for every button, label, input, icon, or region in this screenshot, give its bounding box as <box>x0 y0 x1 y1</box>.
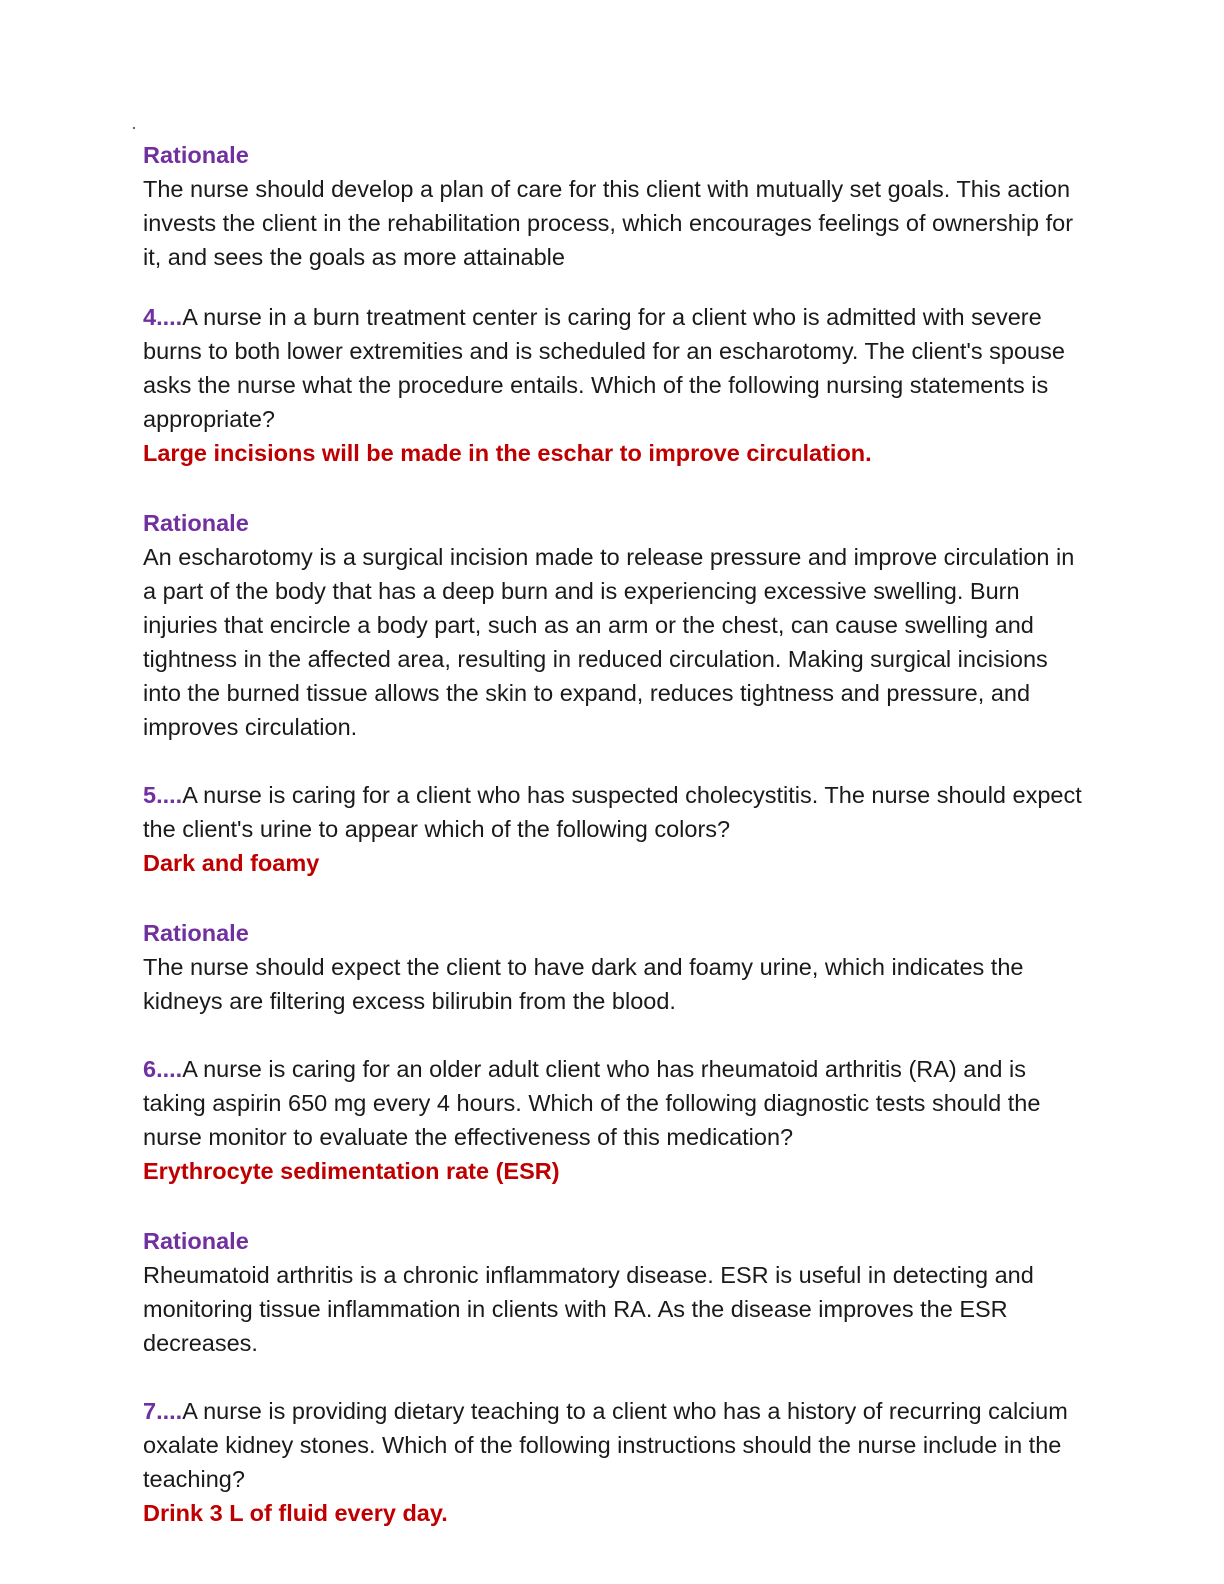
question-stem: A nurse is caring for a client who has suspected cholecystitis. The nurse should expect the client's urine to appear which of the following colors? <box>143 782 1082 842</box>
question-number: 6.... <box>143 1056 183 1082</box>
rationale-block-3 <box>143 138 1083 274</box>
question-text <box>143 1052 1083 1154</box>
rationale-label: Rationale <box>143 1228 249 1254</box>
answer-text: Erythrocyte sedimentation rate (ESR) <box>143 1158 560 1184</box>
question-text <box>143 300 1083 436</box>
rationale-label: Rationale <box>143 920 249 946</box>
question-5 <box>143 778 1083 1018</box>
question-text <box>143 1394 1083 1496</box>
rationale-label: Rationale <box>143 510 249 536</box>
answer-text: Dark and foamy <box>143 850 320 876</box>
rationale-label: Rationale <box>143 142 249 168</box>
question-number: 5.... <box>143 782 183 808</box>
question-number: 7.... <box>143 1398 183 1424</box>
question-4 <box>143 300 1083 744</box>
rationale-text: Rheumatoid arthritis is a chronic inflammatory disease. ESR is useful in detecting and monitoring tissue inflammation in clients with RA. As the disease improves the ESR decreases. <box>143 1262 1034 1356</box>
question-7 <box>143 1394 1083 1530</box>
question-stem: A nurse is providing dietary teaching to a client who has a history of recurring calcium oxalate kidney stones. Which of the following instructions should the nurse include in the teaching? <box>143 1398 1068 1492</box>
answer-text: Drink 3 L of fluid every day. <box>143 1500 448 1526</box>
answer-text: Large incisions will be made in the eschar to improve circulation. <box>143 440 872 466</box>
rationale-text: The nurse should develop a plan of care for this client with mutually set goals. This action invests the client in the rehabilitation process, which encourages feelings of ownership for it, and sees the goals as more attainable <box>143 176 1074 270</box>
rationale-text: The nurse should expect the client to have dark and foamy urine, which indicates the kidneys are filtering excess bilirubin from the blood. <box>143 954 1024 1014</box>
question-stem: A nurse in a burn treatment center is caring for a client who is admitted with severe burns to both lower extremities and is scheduled for an escharotomy. The client's spouse asks the nurse what the procedure entails. Which of the following nursing statements is appropriate? <box>143 304 1065 432</box>
question-text <box>143 778 1083 846</box>
stray-mark <box>133 127 135 129</box>
question-stem: A nurse is caring for an older adult client who has rheumatoid arthritis (RA) and is taking aspirin 650 mg every 4 hours. Which of the following diagnostic tests should the nurse monitor to evaluate the effectiveness of this medication? <box>143 1056 1041 1150</box>
question-number: 4.... <box>143 304 183 330</box>
rationale-text: An escharotomy is a surgical incision made to release pressure and improve circulation in a part of the body that has a deep burn and is experiencing excessive swelling. Burn injuries that encircle a body part, such as an arm or the chest, can cause swelling and tightness in the affected area, resulting in reduced circulation. Making surgical incisions into the burned tissue allows the skin to expand, reduces tightness and pressure, and improves circulation. <box>143 544 1075 740</box>
document-page <box>143 138 1083 1530</box>
question-6 <box>143 1052 1083 1360</box>
